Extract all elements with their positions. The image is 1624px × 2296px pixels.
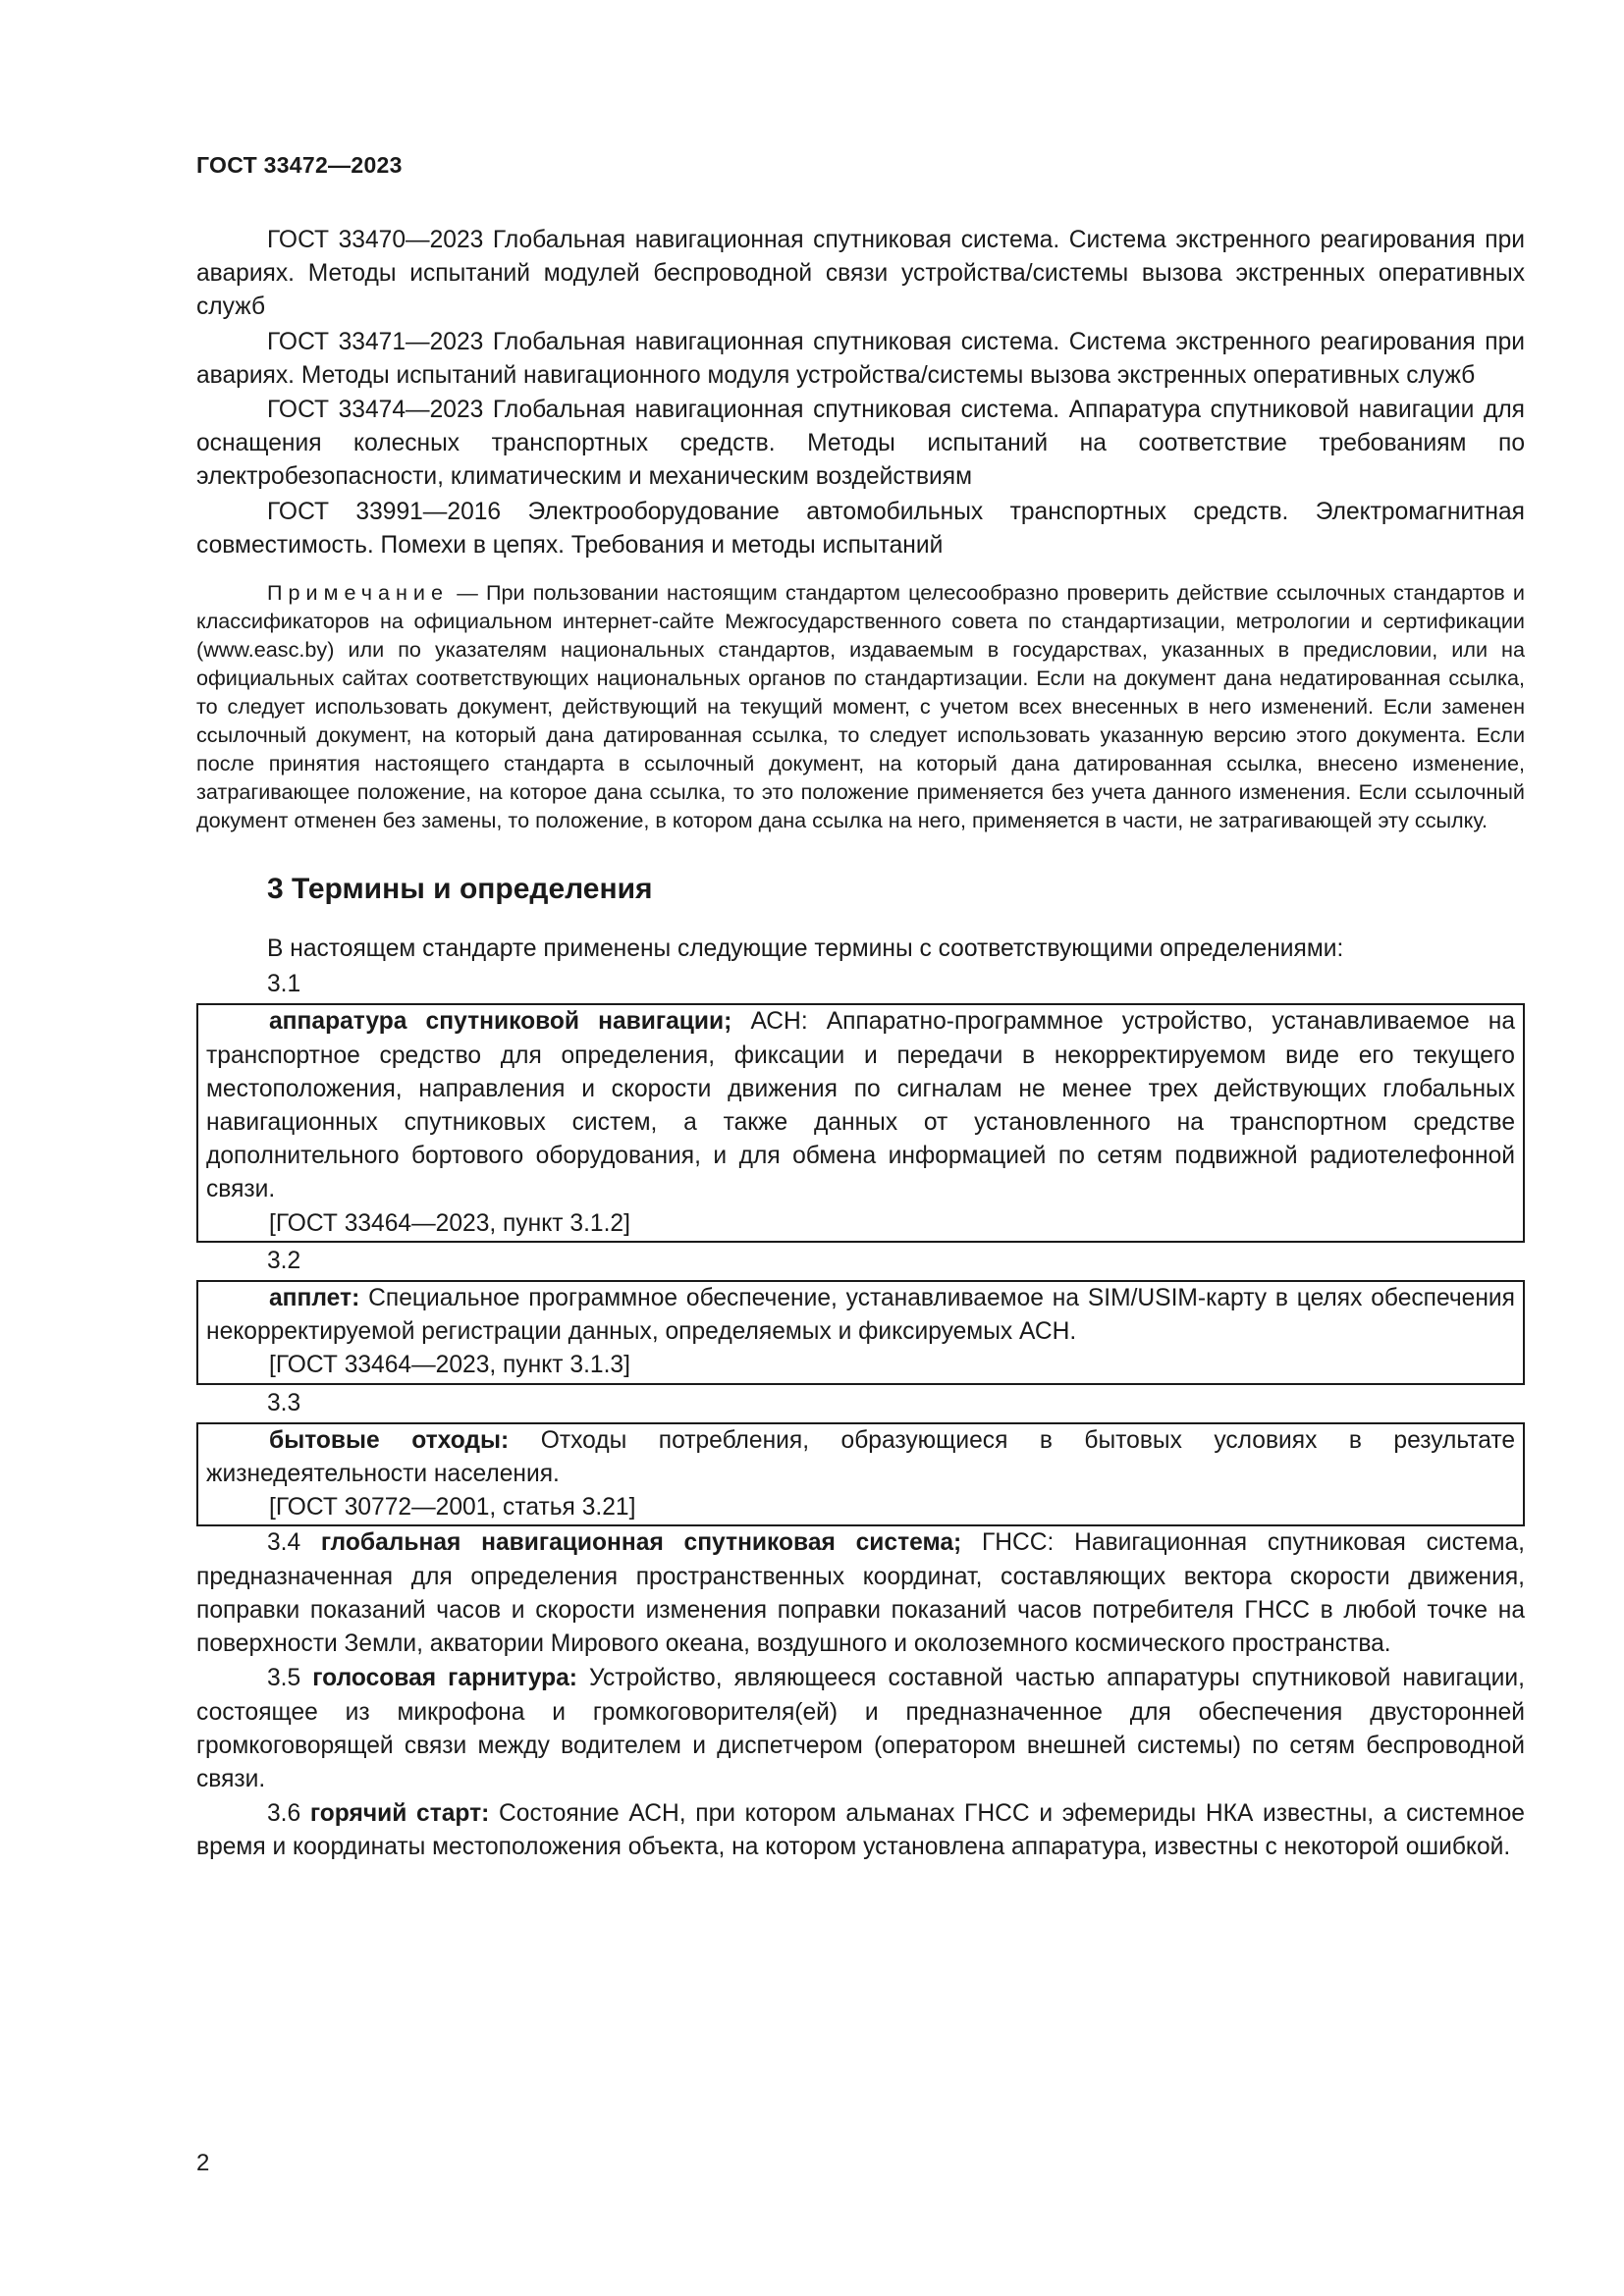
term-box: [196, 1422, 1525, 1527]
term-text: ГНСС: Навигационная спутниковая система, предназначенная для определения пространственных координат, составляющих вектора скорости движения, поправки показаний часов и скорости изменения поправки показаний часов потребителя ГНСС в любой точке на поверхности Земли, акватории Мирового океана, воздушного и околоземного космического пространства.: [196, 1529, 1525, 1658]
reference-item: ГОСТ 33474—2023 Глобальная навигационная спутниковая система. Аппаратура спутниковой навигации для оснащения колесных транспортных средств. Методы испытаний на соответствие требованиям по электробезопасности, климатическим и механическим воздействиям: [196, 397, 1525, 491]
reference-item: ГОСТ 33471—2023 Глобальная навигационная спутниковая система. Система экстренного реагирования при авариях. Методы испытаний навигационного модуля устройства/системы вызова экстренных оперативных служб: [196, 328, 1525, 389]
term-source: [ГОСТ 30772—2001, статья 3.21]: [269, 1494, 636, 1522]
term-text: Специальное программное обеспечение, устанавливаемое на SIM/USIM-карту в целях обеспечения некорректируемой регистрации данных, определяемых и фиксируемых АСН.: [206, 1285, 1515, 1346]
term-text: Состояние АСН, при котором альманах ГНСС и эфемериды НКА известны, а системное время и координаты местоположения объекта, на котором установлена аппаратура, известны с некоторой ошибкой.: [196, 1800, 1525, 1861]
document-header: ГОСТ 33472—2023: [196, 152, 403, 178]
term-name: бытовые отходы:: [269, 1426, 510, 1454]
term-number: 3.5: [267, 1665, 313, 1692]
reference-item: ГОСТ 33991—2016 Электрооборудование автомобильных транспортных средств. Электромагнитная совместимость. Помехи в цепях. Требования и методы испытаний: [196, 498, 1525, 559]
term-text: АСН: Аппаратно-программное устройство, устанавливаемое на транспортное средство для определения, фиксации и передачи в некорректируемом виде его текущего местоположения, направления и скорости движения по сигналам не менее трех действующих глобальных навигационных спутниковых систем, а также данных от установленного на транспортном средстве дополнительного бортового оборудования, и для обмена информацией по сетям подвижной радиотелефонной связи.: [206, 1008, 1516, 1203]
term-paragraph: [196, 1662, 1525, 1796]
term-name: голосовая гарнитура:: [312, 1665, 577, 1692]
term-number: 3.6: [267, 1800, 310, 1828]
term-text: Устройство, являющееся составной частью аппаратуры спутниковой навигации, состоящее из микрофона и громкоговорителя(ей) и предназначенное для обеспечения двусторонней громкоговорящей связи между водителем и диспетчером (оператором внешней системы) по сетям беспроводной связи.: [196, 1665, 1525, 1792]
section-title: 3 Термины и определения: [267, 873, 653, 906]
term-definition: [206, 1005, 1515, 1206]
note-label: Примечание: [267, 580, 449, 606]
term-box: [196, 1003, 1525, 1242]
term-paragraph: [196, 1797, 1525, 1864]
reference-item: ГОСТ 33470—2023 Глобальная навигационная спутниковая система. Система экстренного реагирования при авариях. Методы испытаний модулей беспроводной связи устройства/системы вызова экстренных оперативных служб: [196, 227, 1525, 321]
term-source: [ГОСТ 33464—2023, пункт 3.1.2]: [269, 1209, 630, 1237]
term-source: [ГОСТ 33464—2023, пункт 3.1.3]: [269, 1352, 630, 1379]
term-number: 3.3: [267, 1389, 301, 1416]
term-text: Отходы потребления, образующиеся в бытовых условиях в результате жизнедеятельности населения.: [206, 1426, 1516, 1488]
term-name: аппаратура спутниковой навигации;: [269, 1008, 732, 1036]
term-name: горячий старт:: [309, 1800, 490, 1828]
term-number: 3.1: [267, 971, 301, 998]
page-content: [196, 224, 1525, 1865]
term-number: 3.4: [267, 1529, 321, 1557]
term-name: глобальная навигационная спутниковая система;: [320, 1529, 962, 1557]
section-intro: В настоящем стандарте применены следующие термины с соответствующими определениями:: [267, 935, 1344, 963]
page-number: 2: [196, 2150, 210, 2176]
term-box: [196, 1280, 1525, 1385]
term-number: 3.2: [267, 1247, 301, 1274]
term-definition: [206, 1424, 1515, 1491]
term-paragraph: [196, 1526, 1525, 1661]
term-definition: [206, 1282, 1515, 1349]
note-text: — При пользовании настоящим стандартом целесообразно проверить действие ссылочных стандартов и классификаторов на официальном интернет-сайте Межгосударственного совета по стандартизации, метрологии и сертификации (www.easc.by) или по указателям национальных стандартов, издаваемым в государствах, указанных в предисловии, или на официальных сайтах соответствующих национальных органов по стандартизации. Если на документ дана недатированная ссылка, то следует использовать документ, действующий на текущий момент, с учетом всех внесенных в него изменений. Если заменен ссылочный документ, на который дана датированная ссылка, то следует использовать указанную версию этого документа. Если после принятия настоящего стандарта в ссылочный документ, на который дана датированная ссылка, внесено изменение, затрагивающее положение, на которое дана ссылка, то это положение применяется без учета данного изменения. Если ссылочный документ отменен без замены, то положение, в котором дана ссылка на него, применяется в части, не затрагивающей эту ссылку.: [196, 580, 1525, 833]
note-paragraph: [196, 578, 1525, 834]
term-name: апплет:: [269, 1285, 360, 1312]
